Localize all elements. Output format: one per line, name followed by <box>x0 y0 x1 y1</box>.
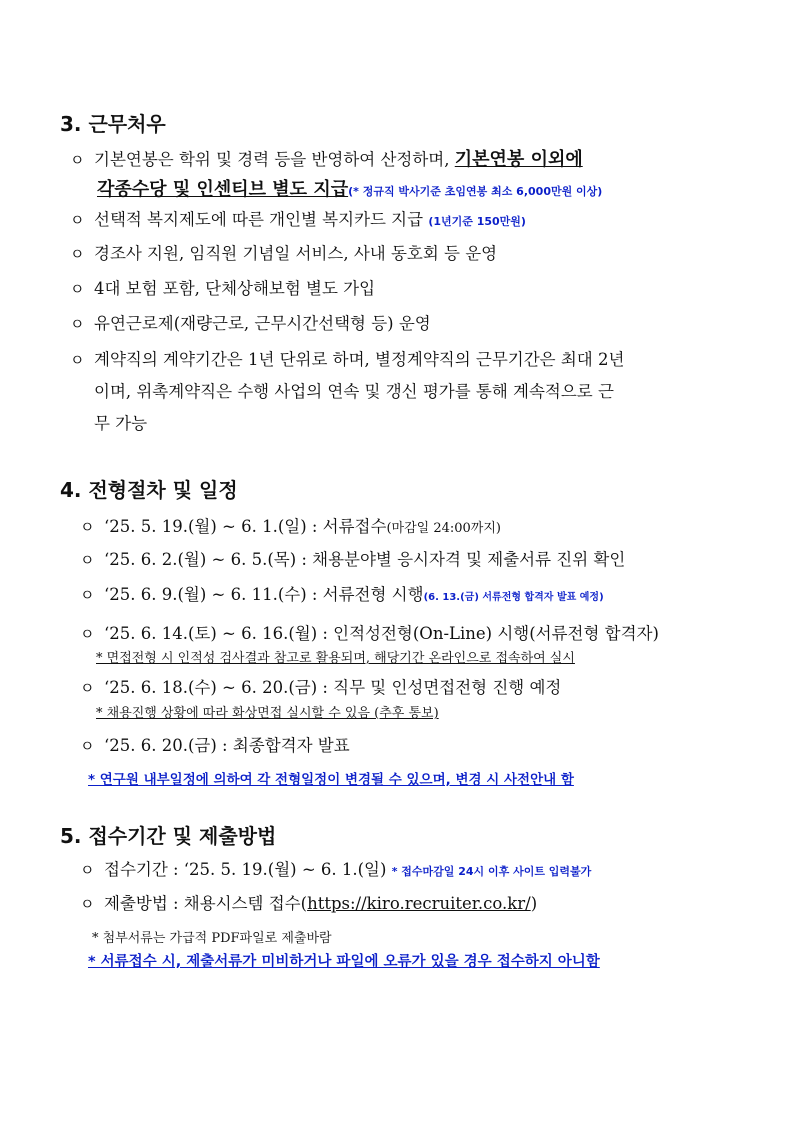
bullet-icon: ㅇ <box>80 518 95 536</box>
submission-method-row: ㅇ 제출방법 : 채용시스템 접수(https://kiro.recruiter.co.kr/) <box>80 894 538 913</box>
schedule-row: ㅇ ‘25. 6. 14.(토) ~ 6. 16.(월) : 인적성전형(On-Line) 시행(서류전형 합격자) <box>80 624 659 643</box>
bullet-icon: ㅇ <box>80 586 95 604</box>
schedule-notice: * 연구원 내부일정에 의하여 각 전형일정이 변경될 수 있으며, 변경 시 사전안내 함 <box>88 772 574 788</box>
section-4-heading: 4. 전형절차 및 일정 <box>60 478 238 502</box>
bullet-icon: ㅇ <box>80 625 95 643</box>
bullet-icon: ㅇ <box>80 551 95 569</box>
list-item-continuation: 각종수당 및 인센티브 별도 지급(* 정규직 박사기준 초임연봉 최소 6,000만원 이상) <box>97 179 603 200</box>
bullet-icon: ㅇ <box>70 151 85 169</box>
list-item: ㅇ 기본연봉은 학위 및 경력 등을 반영하여 산정하며, 기본연봉 이외에 <box>70 149 583 170</box>
bullet-icon: ㅇ <box>70 315 85 333</box>
schedule-row: ㅇ ‘25. 6. 9.(월) ~ 6. 11.(수) : 서류전형 시행(6. 13.(금) 서류전형 합격자 발표 예정) <box>80 585 604 604</box>
schedule-row: ㅇ ‘25. 6. 20.(금) : 최종합격자 발표 <box>80 736 350 755</box>
bullet-icon: ㅇ <box>70 245 85 263</box>
bullet-icon: ㅇ <box>70 351 85 369</box>
schedule-row: ㅇ ‘25. 6. 2.(월) ~ 6. 5.(목) : 채용분야별 응시자격 및 제출서류 진위 확인 <box>80 550 626 569</box>
bullet-icon: ㅇ <box>80 737 95 755</box>
recruiter-link[interactable]: https://kiro.recruiter.co.kr/ <box>307 894 531 913</box>
list-item: ㅇ 계약직의 계약기간은 1년 단위로 하며, 별정계약직의 근무기간은 최대 2년 <box>70 350 625 369</box>
list-item: ㅇ 유연근로제(재량근로, 근무시간선택형 등) 운영 <box>70 314 431 333</box>
schedule-row: ㅇ ‘25. 5. 19.(월) ~ 6. 1.(일) : 서류접수(마감일 24:00까지) <box>80 517 501 536</box>
section-5-heading: 5. 접수기간 및 제출방법 <box>60 824 277 848</box>
schedule-subnote: * 채용진행 상황에 따라 화상면접 실시할 수 있음 (추후 통보) <box>96 706 439 721</box>
bullet-icon: ㅇ <box>80 895 95 913</box>
bullet-icon: ㅇ <box>70 280 85 298</box>
application-period-row: ㅇ 접수기간 : ‘25. 5. 19.(월) ~ 6. 1.(일) * 접수마감일 24시 이후 사이트 입력불가 <box>80 860 592 879</box>
attachment-note: * 첨부서류는 가급적 PDF파일로 제출바람 <box>92 931 332 946</box>
schedule-subnote: * 면접전형 시 인적성 검사결과 참고로 활용되며, 해당기간 온라인으로 접속하여 실시 <box>96 651 575 666</box>
bullet-icon: ㅇ <box>80 679 95 697</box>
list-item-continuation: 무 가능 <box>94 414 148 433</box>
list-item: ㅇ 선택적 복지제도에 따른 개인별 복지카드 지급 (1년기준 150만원) <box>70 210 526 229</box>
section-3-heading: 3. 근무처우 <box>60 112 166 136</box>
schedule-row: ㅇ ‘25. 6. 18.(수) ~ 6. 20.(금) : 직무 및 인성면접전형 진행 예정 <box>80 678 562 697</box>
list-item: ㅇ 4대 보험 포함, 단체상해보험 별도 가입 <box>70 279 376 298</box>
submission-warning: * 서류접수 시, 제출서류가 미비하거나 파일에 오류가 있을 경우 접수하지 아니함 <box>88 954 600 970</box>
list-item: ㅇ 경조사 지원, 임직원 기념일 서비스, 사내 동호회 등 운영 <box>70 244 498 263</box>
bullet-icon: ㅇ <box>80 861 95 879</box>
bullet-icon: ㅇ <box>70 211 85 229</box>
list-item-continuation: 이며, 위촉계약직은 수행 사업의 연속 및 갱신 평가를 통해 계속적으로 근 <box>94 382 614 401</box>
